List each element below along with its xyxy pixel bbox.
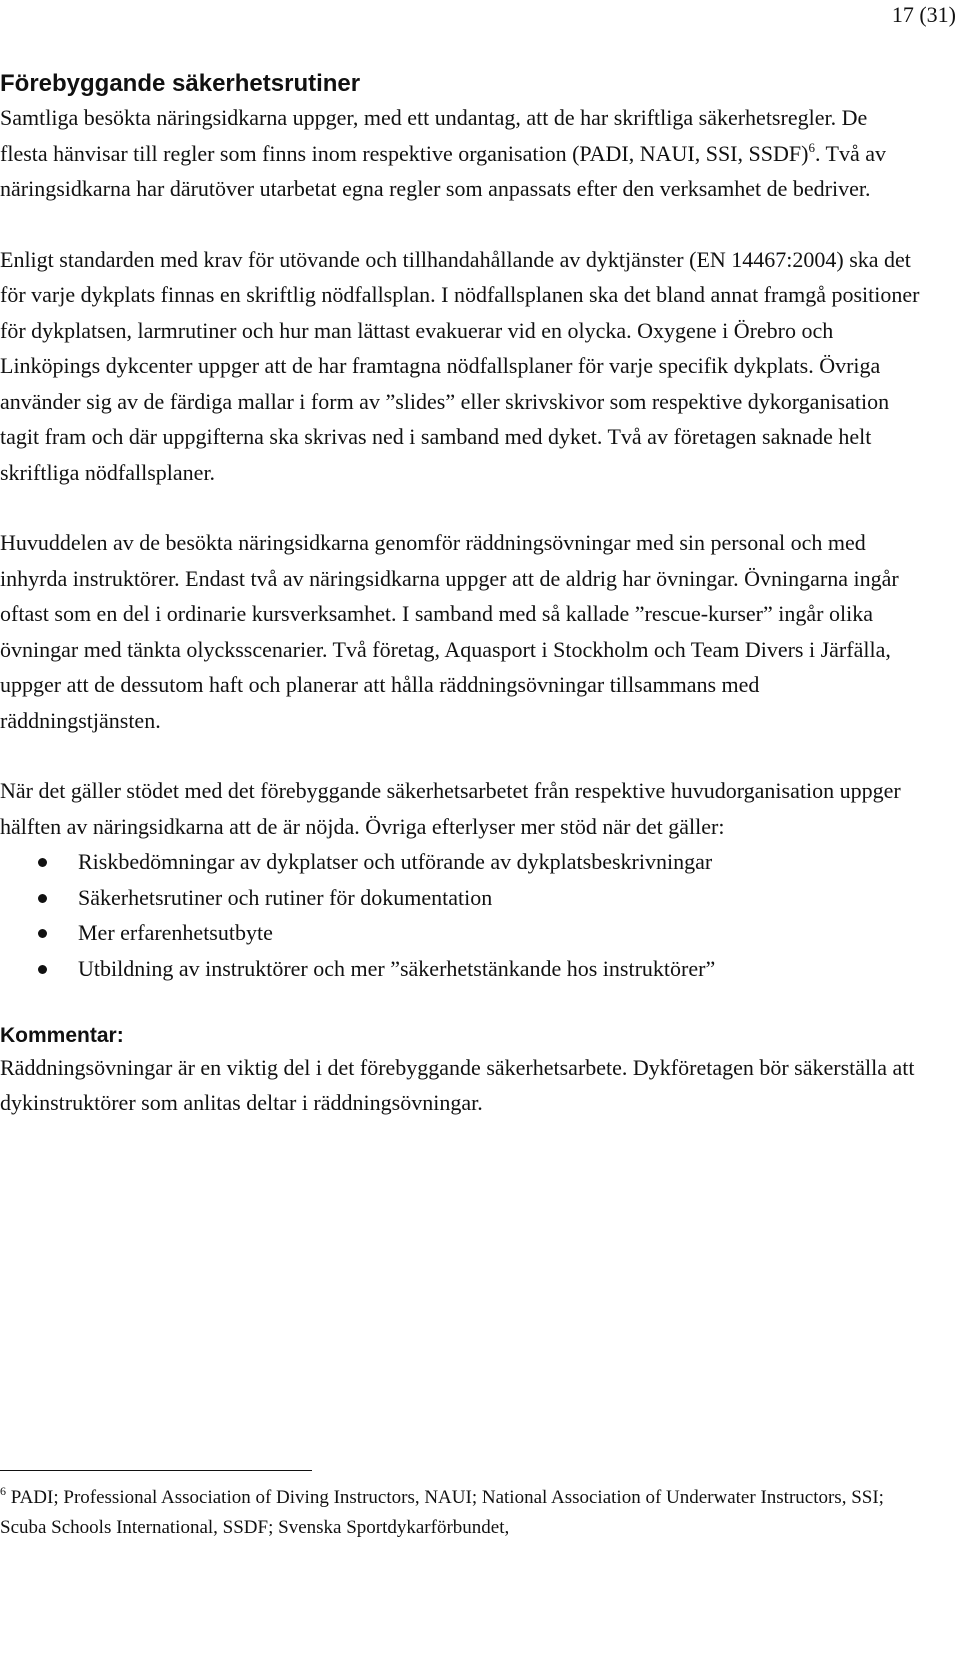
comment-heading: Kommentar: bbox=[0, 1024, 124, 1047]
bullet-icon bbox=[38, 894, 47, 903]
paragraph-rescue-exercises: Huvuddelen av de besökta näringsidkarna genomför räddningsövningar med sin personal och med inhyrda instruktörer. Endast två av näringsidkarna uppger att de aldrig har övningar. Övningarna ingår oftast som en del i ordinarie kursverksamhet. I samband med så kallade ”rescue-kurser” ingår olika övningar med tänkta olycksscenarier. Två företag, Aquasport i Stockholm och Team Divers i Järfälla, uppger att de dessutom haft och planerar att hålla räddningsövningar tillsammans med räddningstjänsten. bbox=[0, 530, 899, 733]
paragraph-support: När det gäller stödet med det förebyggande säkerhetsarbetet från respektive huvudorganisation uppger hälften av näringsidkarna att de är nöjda. Övriga efterlyser mer stöd när det gäller: bbox=[0, 778, 901, 839]
list-item-text: Riskbedömningar av dykplatser och utförande av dykplatsbeskrivningar bbox=[78, 849, 713, 874]
list-item-text: Utbildning av instruktörer och mer ”säkerhetstänkande hos instruktörer” bbox=[78, 955, 716, 981]
list-item bbox=[0, 951, 920, 987]
list-item bbox=[0, 880, 920, 916]
bullet-icon bbox=[38, 929, 47, 938]
comment-text: Räddningsövningar är en viktig del i det förebyggande säkerhetsarbete. Dykföretagen bör säkerställa att dykinstruktörer som anlitas deltar i räddningsövningar. bbox=[0, 1055, 915, 1115]
section-heading: Förebyggande säkerhetsrutiner bbox=[0, 70, 361, 97]
paragraph-emergency-plans: Enligt standarden med krav för utövande och tillhandahållande av dyktjänster (EN 14467:2004) ska det för varje dykplats finnas en skriftlig nödfallsplan. I nödfallsplanen ska det bland annat framgå positioner för dykplatsen, larmrutiner och hur man lättast evakuerar vid en olycka. Oxygene i Örebro och Linköpings dykcenter uppger att de har framtagna nödfallsplaner för varje specifik dykplats. Övriga använder sig av de färdiga mallar i form av ”slides” eller skrivskivor som respektive dykorganisation tagit fram och där uppgifterna ska skrivas ned i samband med dyket. Två av företagen saknade helt skriftliga nödfallsplaner. bbox=[0, 246, 920, 485]
list-item-text: Säkerhetsrutiner och rutiner för dokumentation bbox=[78, 884, 493, 910]
bullet-icon bbox=[38, 965, 47, 974]
list-item bbox=[0, 844, 920, 880]
list-item bbox=[0, 915, 920, 951]
document-body bbox=[0, 68, 920, 1120]
footnote bbox=[0, 1483, 920, 1543]
footnote-divider bbox=[0, 1470, 312, 1471]
footnote-reference[interactable]: 6 bbox=[808, 139, 815, 155]
paragraph-regulations bbox=[0, 100, 920, 207]
page-number: 17 (31) bbox=[891, 2, 956, 27]
support-needs-list bbox=[0, 844, 920, 986]
paragraph-regulations-text-start: Samtliga besökta näringsidkarna uppger, med ett undantag, att de har skriftliga säkerhetsregler. De flesta hänvisar till regler som finns inom respektive organisation (PADI, NAUI, SSI, SSDF) bbox=[0, 105, 868, 166]
list-item-text: Mer erfarenhetsutbyte bbox=[78, 920, 273, 945]
footnote-text: PADI; Professional Association of Diving Instructors, NAUI; National Association of Underwater Instructors, SSI; Scuba Schools International, SSDF; Svenska Sportdykarförbundet, bbox=[0, 1487, 884, 1538]
footnote-number: 6 bbox=[0, 1484, 6, 1498]
paragraph-regulations-text-end: . Två av näringsidkarna har därutöver utarbetat egna regler som anpassats efter den verksamhet de bedriver. bbox=[0, 140, 887, 201]
bullet-icon bbox=[38, 858, 47, 867]
